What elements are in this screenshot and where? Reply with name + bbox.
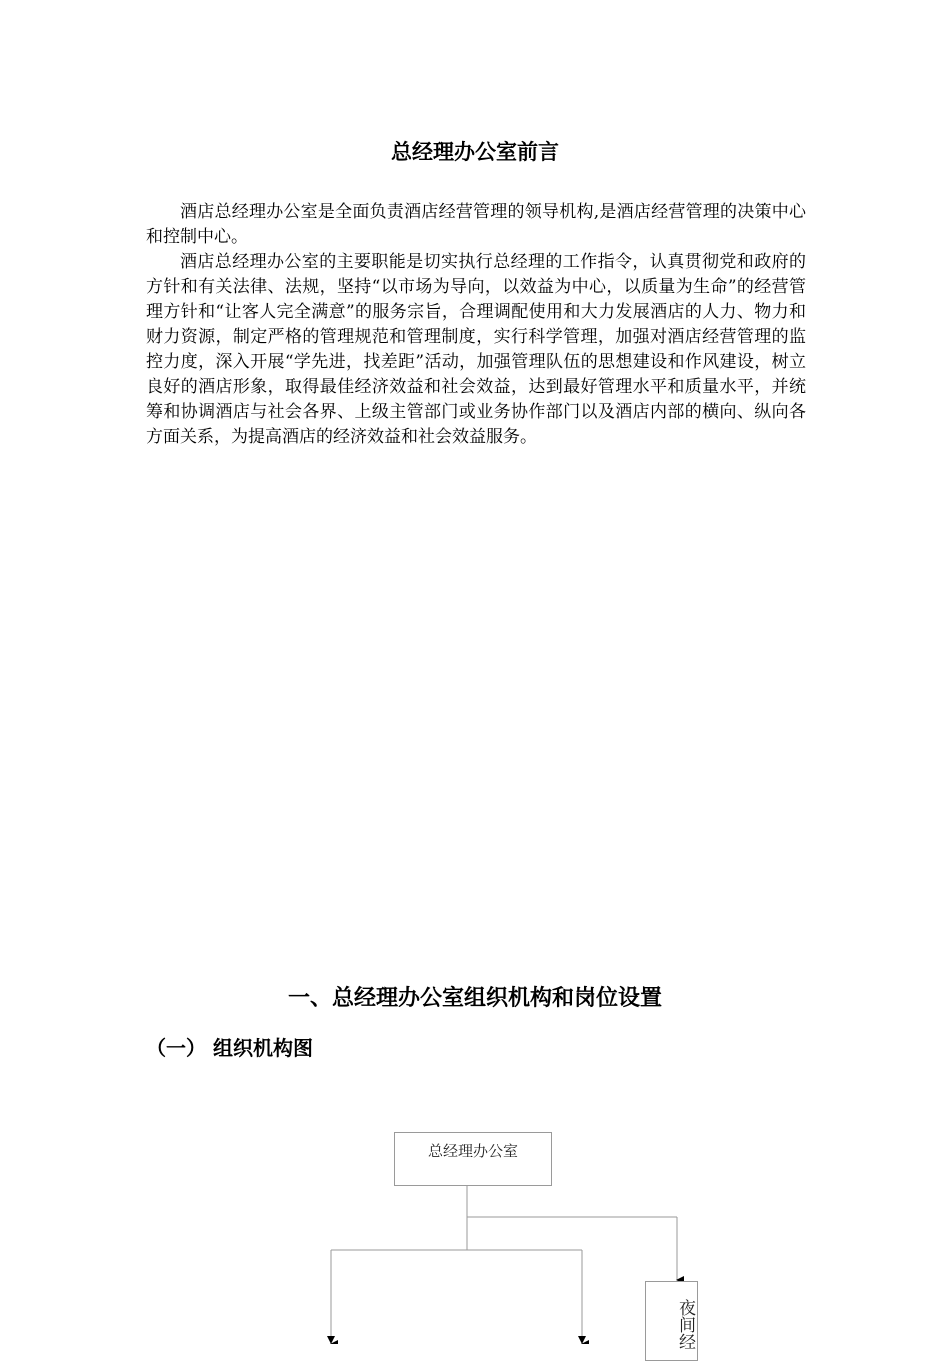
arrowhead-right <box>578 1336 586 1344</box>
section-title: 一、总经理办公室组织机构和岗位设置 <box>287 985 662 1011</box>
arrowhead-left <box>327 1336 335 1344</box>
preface-paragraph: 酒店总经理办公室的主要职能是切实执行总经理的工作指令，认真贯彻党和政府的方针和有关法律、法规，坚持“以市场为导向，以效益为中心，以质量为生命”的经营管理方针和“让客人完全满意”的服务宗旨，合理调配使用和大力发展酒店的人力、物力和财力资源，制定严格的管理规范和管理制度，实行科学管理，加强对酒店经营管理的监控力度，深入开展“学先进，找差距”活动，加强管理队伍的思想建设和作风建设，树立良好的酒店形象，取得最佳经济效益和社会效益，达到最好管理水平和质量水平，并统筹和协调酒店与社会各界、上级主管部门或业务协作部门以及酒店内部的横向、纵向各方面关系，为提高酒店的经济效益和社会效益服务。 <box>146 252 806 447</box>
subsection-title: （一） 组织机构图 <box>146 1036 313 1060</box>
preface-text <box>146 200 806 450</box>
org-node-night-manager: 夜间经 <box>645 1281 698 1361</box>
org-node-general-manager-office: 总经理办公室 <box>394 1132 552 1186</box>
page-title: 总经理办公室前言 <box>391 139 559 164</box>
preface-paragraph: 酒店总经理办公室是全面负责酒店经营管理的领导机构,是酒店经营管理的决策中心和控制中心。 <box>146 202 806 247</box>
